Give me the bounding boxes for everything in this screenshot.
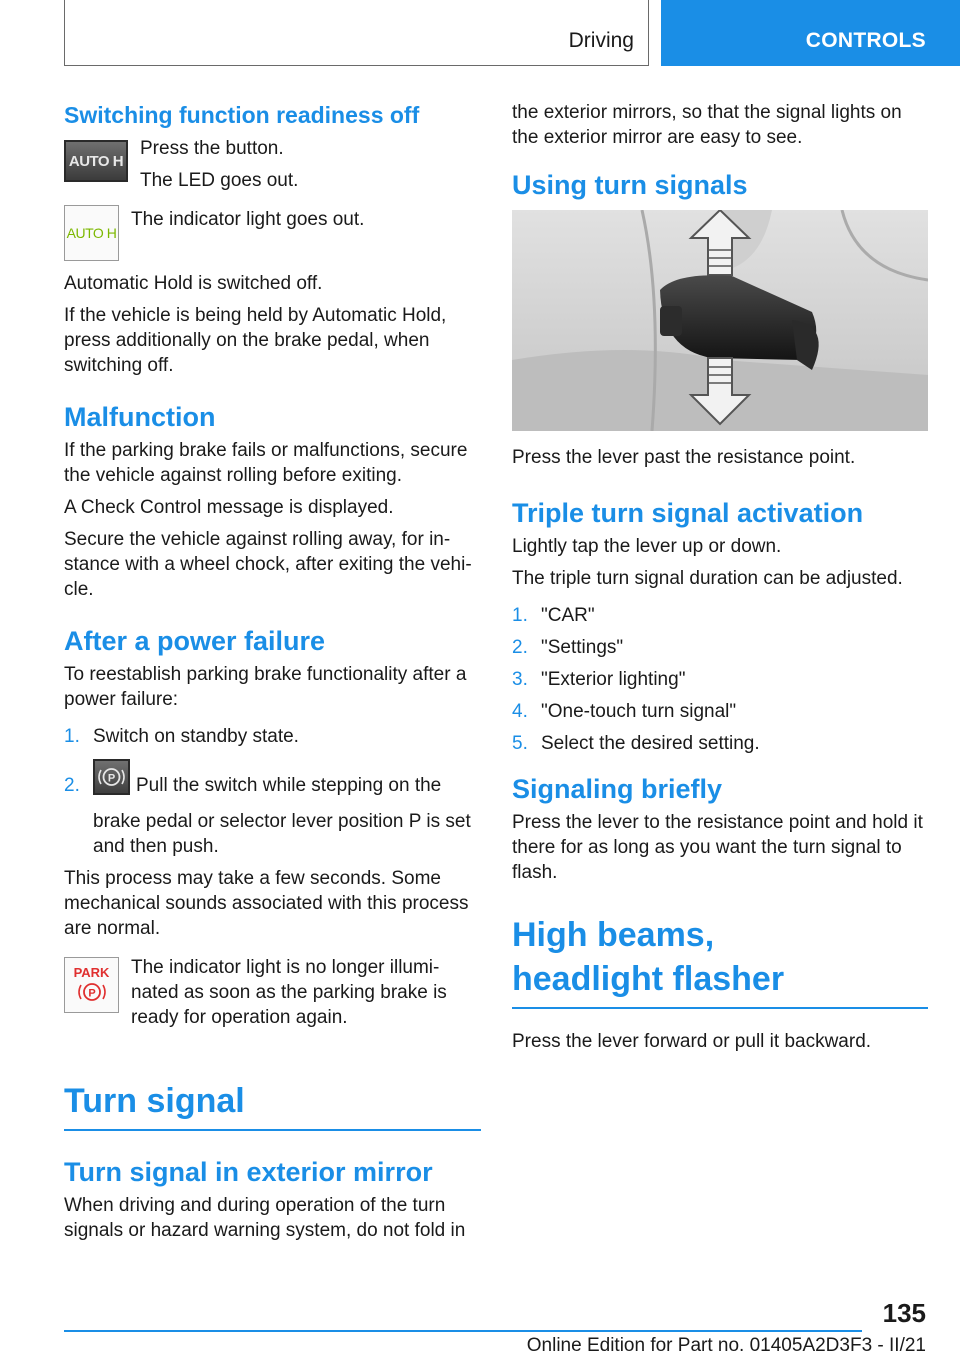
park-indicator-text: The indicator light is no longer illumi-nated as soon as the parking brake is ready for operation again. bbox=[131, 957, 447, 1028]
auto-h-button-icon: AUTO H bbox=[64, 140, 128, 182]
step-text: "CAR" bbox=[541, 605, 595, 626]
high-beams-title-line2: headlight flasher bbox=[512, 960, 785, 998]
triple-signal-p2: The triple turn signal duration can be adjusted. bbox=[512, 568, 903, 589]
step-number: 3. bbox=[512, 669, 528, 690]
auto-h-button-text bbox=[140, 136, 481, 193]
right-column bbox=[512, 100, 928, 1061]
step-number: 2. bbox=[64, 775, 80, 796]
signaling-briefly-text: Press the lever to the resistance point and hold it there for as long as you want the turn signal to flash. bbox=[512, 812, 923, 883]
park-indicator-row bbox=[64, 955, 481, 1037]
header-section-label: Driving bbox=[568, 29, 634, 52]
triple-signal-steps bbox=[512, 603, 928, 756]
step-number: 2. bbox=[512, 637, 528, 658]
step-text: "One-touch turn signal" bbox=[541, 701, 737, 722]
step-number: 4. bbox=[512, 701, 528, 722]
header-chapter-tab bbox=[661, 0, 960, 66]
step-number: 5. bbox=[512, 733, 528, 754]
auto-h-indicator-row bbox=[64, 207, 481, 261]
triple-signal-heading: Triple turn signal activation bbox=[512, 498, 864, 528]
list-item bbox=[512, 635, 928, 660]
power-failure-heading: After a power failure bbox=[64, 626, 326, 656]
step-number: 1. bbox=[512, 605, 528, 626]
footer-divider bbox=[64, 1330, 862, 1332]
signaling-briefly-heading: Signaling briefly bbox=[512, 774, 723, 804]
list-item bbox=[64, 773, 481, 859]
step-text: Switch on standby state. bbox=[93, 726, 299, 747]
list-item bbox=[512, 603, 928, 628]
step-text: "Exterior lighting" bbox=[541, 669, 686, 690]
park-circle-icon bbox=[72, 980, 112, 1004]
power-failure-steps bbox=[64, 724, 481, 859]
using-turn-signals-heading: Using turn signals bbox=[512, 170, 748, 200]
list-item bbox=[512, 731, 928, 756]
list-item bbox=[512, 699, 928, 724]
mirror-signal-text: When driving and during operation of the turn signals or hazard warning system, do not fold in bbox=[64, 1195, 466, 1241]
park-indicator-label: PARK bbox=[73, 965, 110, 980]
malfunction-p1: If the parking brake fails or malfunctions, secure the vehicle against rolling before exiting. bbox=[64, 440, 468, 486]
list-item bbox=[64, 724, 481, 749]
auto-h-button-row bbox=[64, 136, 481, 193]
svg-text:P: P bbox=[107, 772, 116, 785]
mirror-signal-heading: Turn signal in exterior mirror bbox=[64, 1157, 433, 1187]
malfunction-p3: Secure the vehicle against rolling away, for in-stance with a wheel chock, after exiting the vehi-cle. bbox=[64, 529, 472, 600]
step-text: "Settings" bbox=[541, 637, 624, 658]
triple-signal-p1: Lightly tap the lever up or down. bbox=[512, 536, 782, 557]
footer-edition-text: Online Edition for Part no. 01405A2D3F3 - II/21 bbox=[526, 1335, 926, 1356]
turn-signal-lever-illustration bbox=[512, 210, 928, 431]
malfunction-heading: Malfunction bbox=[64, 402, 216, 432]
list-item bbox=[512, 667, 928, 692]
parking-brake-switch-icon bbox=[93, 759, 130, 795]
auto-hold-off-text: Automatic Hold is switched off. bbox=[64, 273, 323, 294]
step-text: Pull the switch while stepping on the brake pedal or selector lever position P is set and then push. bbox=[93, 775, 471, 857]
switching-off-heading: Switching function readiness off bbox=[64, 102, 420, 128]
auto-h-indicator-text: The indicator light goes out. bbox=[131, 209, 365, 230]
power-failure-note: This process may take a few seconds. Some mechanical sounds associated with this process are normal. bbox=[64, 868, 469, 939]
auto-h-step1: Press the button. bbox=[140, 138, 284, 159]
step-number: 1. bbox=[64, 726, 80, 747]
auto-h-indicator-icon: AUTO H bbox=[64, 205, 119, 261]
power-failure-intro: To reestablish parking brake functionality after a power failure: bbox=[64, 664, 467, 710]
page-number: 135 bbox=[882, 1298, 926, 1328]
lever-caption: Press the lever past the resistance point. bbox=[512, 447, 856, 468]
park-indicator-icon bbox=[64, 957, 119, 1013]
turn-signal-title: Turn signal bbox=[64, 1079, 481, 1131]
malfunction-p2: A Check Control message is displayed. bbox=[64, 497, 394, 518]
mirror-continued-text: the exterior mirrors, so that the signal lights on the exterior mirror are easy to see. bbox=[512, 102, 902, 148]
auto-h-step2: The LED goes out. bbox=[140, 170, 299, 191]
svg-text:P: P bbox=[87, 987, 96, 1000]
high-beams-title bbox=[512, 913, 928, 1009]
high-beams-title-line1: High beams, bbox=[512, 916, 715, 954]
left-column bbox=[64, 100, 481, 1250]
step-text: Select the desired setting. bbox=[541, 733, 760, 754]
high-beams-text: Press the lever forward or pull it backward. bbox=[512, 1031, 872, 1052]
header-chapter-label: CONTROLS bbox=[805, 29, 926, 52]
header-section-box bbox=[64, 0, 649, 66]
auto-hold-brake-text: If the vehicle is being held by Automatic Hold, press additionally on the brake pedal, when switching off. bbox=[64, 305, 447, 376]
